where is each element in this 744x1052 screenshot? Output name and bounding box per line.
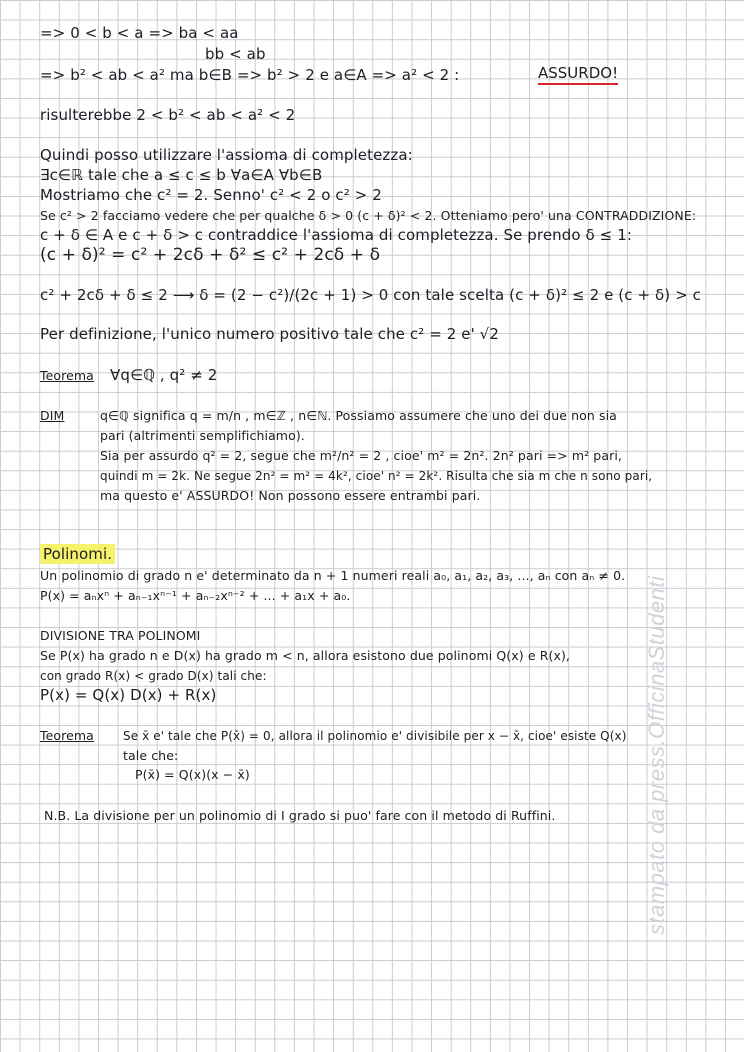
polinomio-formula: P(x) = aₙxⁿ + aₙ₋₁xⁿ⁻¹ + aₙ₋₂xⁿ⁻² + ... + a₁x + a₀. xyxy=(40,588,351,603)
line-definizione: Per definizione, l'unico numero positivo tale che c² = 2 e' √2 xyxy=(40,325,499,343)
dim-line-5: ma questo e' ASSURDO! Non possono essere entrambi pari. xyxy=(100,488,481,503)
divisione-heading: DIVISIONE TRA POLINOMI xyxy=(40,628,201,643)
divisione-line-1: Se P(x) ha grado n e D(x) ha grado m < n, allora esistono due polinomi Q(x) e R(x), xyxy=(40,648,571,663)
divisione-line-2: con grado R(x) < grado D(x) tali che: xyxy=(40,669,267,683)
teorema-tale-che: tale che: xyxy=(123,748,179,763)
line-mostriamo: Mostriamo che c² = 2. Senno' c² < 2 o c² > 2 xyxy=(40,186,382,204)
divisione-formula: P(x) = Q(x) D(x) + R(x) xyxy=(40,686,217,704)
line-expansion: (c + δ)² = c² + 2cδ + δ² ≤ c² + 2cδ + δ xyxy=(40,245,381,265)
teorema-formula-2: P(x̄) = Q(x)(x − x̄) xyxy=(135,767,250,782)
assurdo-label: ASSURDO! xyxy=(538,64,618,85)
teorema-label-1: Teorema xyxy=(40,368,94,383)
teorema-statement-2: Se x̄ e' tale che P(x̄) = 0, allora il polinomio e' divisibile per x − x̄, cioe' esiste Q(x) xyxy=(123,729,627,743)
nb-ruffini: N.B. La divisione per un polinomio di I grado si puo' fare con il metodo di Ruffini. xyxy=(44,808,556,823)
line-quindi: Quindi posso utilizzare l'assioma di completezza: xyxy=(40,146,413,164)
polinomi-highlight: Polinomi. xyxy=(40,544,115,564)
line-exists-c: ∃c∈ℝ tale che a ≤ c ≤ b ∀a∈A ∀b∈B xyxy=(40,166,323,184)
dim-line-3: Sia per assurdo q² = 2, segue che m²/n² = 2 , cioe' m² = 2n². 2n² pari => m² pari, xyxy=(100,448,622,463)
watermark: stampato da press.OfficinaStudenti xyxy=(644,575,669,935)
line-risulterebbe: risulterebbe 2 < b² < ab < a² < 2 xyxy=(40,106,296,124)
dim-line-4: quindi m = 2k. Ne segue 2n² = m² = 4k², cioe' n² = 2k². Risulta che sia m che n sono pari, xyxy=(100,469,653,483)
dim-line-1: q∈ℚ significa q = m/n , m∈ℤ , n∈ℕ. Possiamo assumere che uno dei due non sia xyxy=(100,408,617,423)
polinomio-definition: Un polinomio di grado n e' determinato da n + 1 numeri reali a₀, a₁, a₂, a₃, ..., aₙ con aₙ ≠ 0. xyxy=(40,568,626,583)
line-delta-choice: c² + 2cδ + δ ≤ 2 ⟶ δ = (2 − c²)/(2c + 1) > 0 con tale scelta (c + δ)² ≤ 2 e (c + δ) > c xyxy=(40,286,701,304)
dim-line-2: pari (altrimenti semplifichiamo). xyxy=(100,428,305,443)
teorema-label-2: Teorema xyxy=(40,728,94,743)
line-implication-ba: => 0 < b < a => ba < aa xyxy=(40,24,239,42)
dim-label: DIM xyxy=(40,408,65,423)
teorema-statement-1: ∀q∈ℚ , q² ≠ 2 xyxy=(110,366,218,384)
section-polinomi-heading xyxy=(40,545,115,563)
line-bb-ab: bb < ab xyxy=(205,45,266,63)
line-se-c2: Se c² > 2 facciamo vedere che per qualche δ > 0 (c + δ)² < 2. Otteniamo pero' una CONTRADDIZIONE: xyxy=(40,208,697,223)
line-c-delta-in-a: c + δ ∈ A e c + δ > c contraddice l'assioma di completezza. Se prendo δ ≤ 1: xyxy=(40,226,633,244)
line-contradiction: => b² < ab < a² ma b∈B => b² > 2 e a∈A => a² < 2 : xyxy=(40,66,460,84)
